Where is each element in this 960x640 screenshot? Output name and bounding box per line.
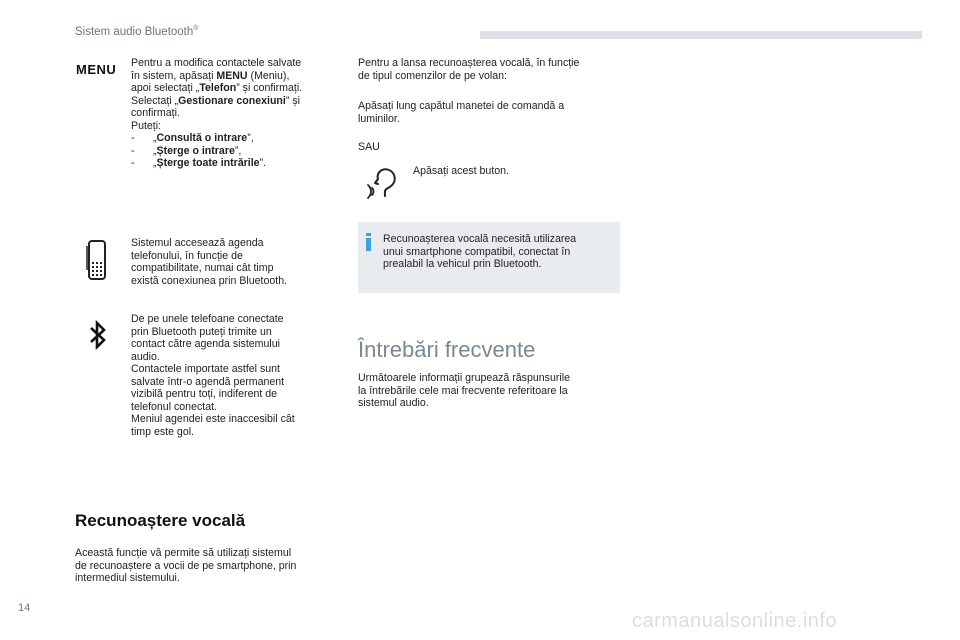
watermark: carmanualsonline.info xyxy=(632,610,838,632)
list-item: - „Consultă o intrare”, xyxy=(131,132,346,145)
launch-voice-text: Pentru a lansa recunoașterea vocală, în funcție de tipul comenzilor de pe volan: xyxy=(358,57,580,82)
faq-text: Următoarele informații grupează răspunsurile la întrebările cele mai frecvente referitoare la sistemul audio. xyxy=(358,372,570,409)
menu-instructions: Pentru a modifica contactele salvate în sistem, apăsați MENU (Meniu), apoi selectați „Telefon” și confirmați. Selectați „Gestionare conexiuni” și confirmați. Puteți: - „Consultă o intrare”, - „Șterge o intrare”, - „Șterge toate intrările”. xyxy=(131,57,346,170)
list-item: - „Șterge o intrare”, xyxy=(131,145,346,158)
note-text: Recunoașterea vocală necesită utilizarea unui smartphone compatibil, conectat în prealabil la vehicul prin Bluetooth. xyxy=(383,233,577,270)
bluetooth-contacts-text: De pe unele telefoane conectate prin Bluetooth puteți trimite un contact către agenda sistemului audio. Contactele importate astfel sunt salvate într-o agendă permanent vizibilă pentru toți, indiferent de telefonul conectat. Meniul agendei este inaccesibil cât timp este gol. xyxy=(131,313,295,438)
page-header-title: Sistem audio Bluetooth® xyxy=(75,25,199,38)
phone-agenda-text: Sistemul accesează agenda telefonului, în funcție de compatibilitate, numai cât timp există conexiunea prin Bluetooth. xyxy=(131,237,288,287)
list-item: - „Șterge toate intrările”. xyxy=(131,157,346,170)
bluetooth-icon xyxy=(88,320,108,350)
page-number: 14 xyxy=(18,602,31,614)
menu-options-list xyxy=(131,132,346,170)
header-bar xyxy=(480,31,922,39)
voice-recognition-heading: Recunoaștere vocală xyxy=(75,511,246,530)
or-text: SAU xyxy=(358,141,380,153)
menu-icon: MENU xyxy=(76,62,117,77)
long-press-text: Apăsați lung capătul manetei de comandă a luminilor. xyxy=(358,100,565,125)
press-button-text: Apăsați acest buton. xyxy=(413,165,509,177)
voice-recognition-text: Această funcție vă permite să utilizați sistemul de recunoaștere a vocii de pe smartphone, prin intermediul sistemului. xyxy=(75,547,297,584)
info-icon xyxy=(364,233,374,251)
phone-icon xyxy=(86,240,108,280)
faq-heading: Întrebări frecvente xyxy=(358,337,536,362)
voice-command-icon xyxy=(366,166,402,200)
